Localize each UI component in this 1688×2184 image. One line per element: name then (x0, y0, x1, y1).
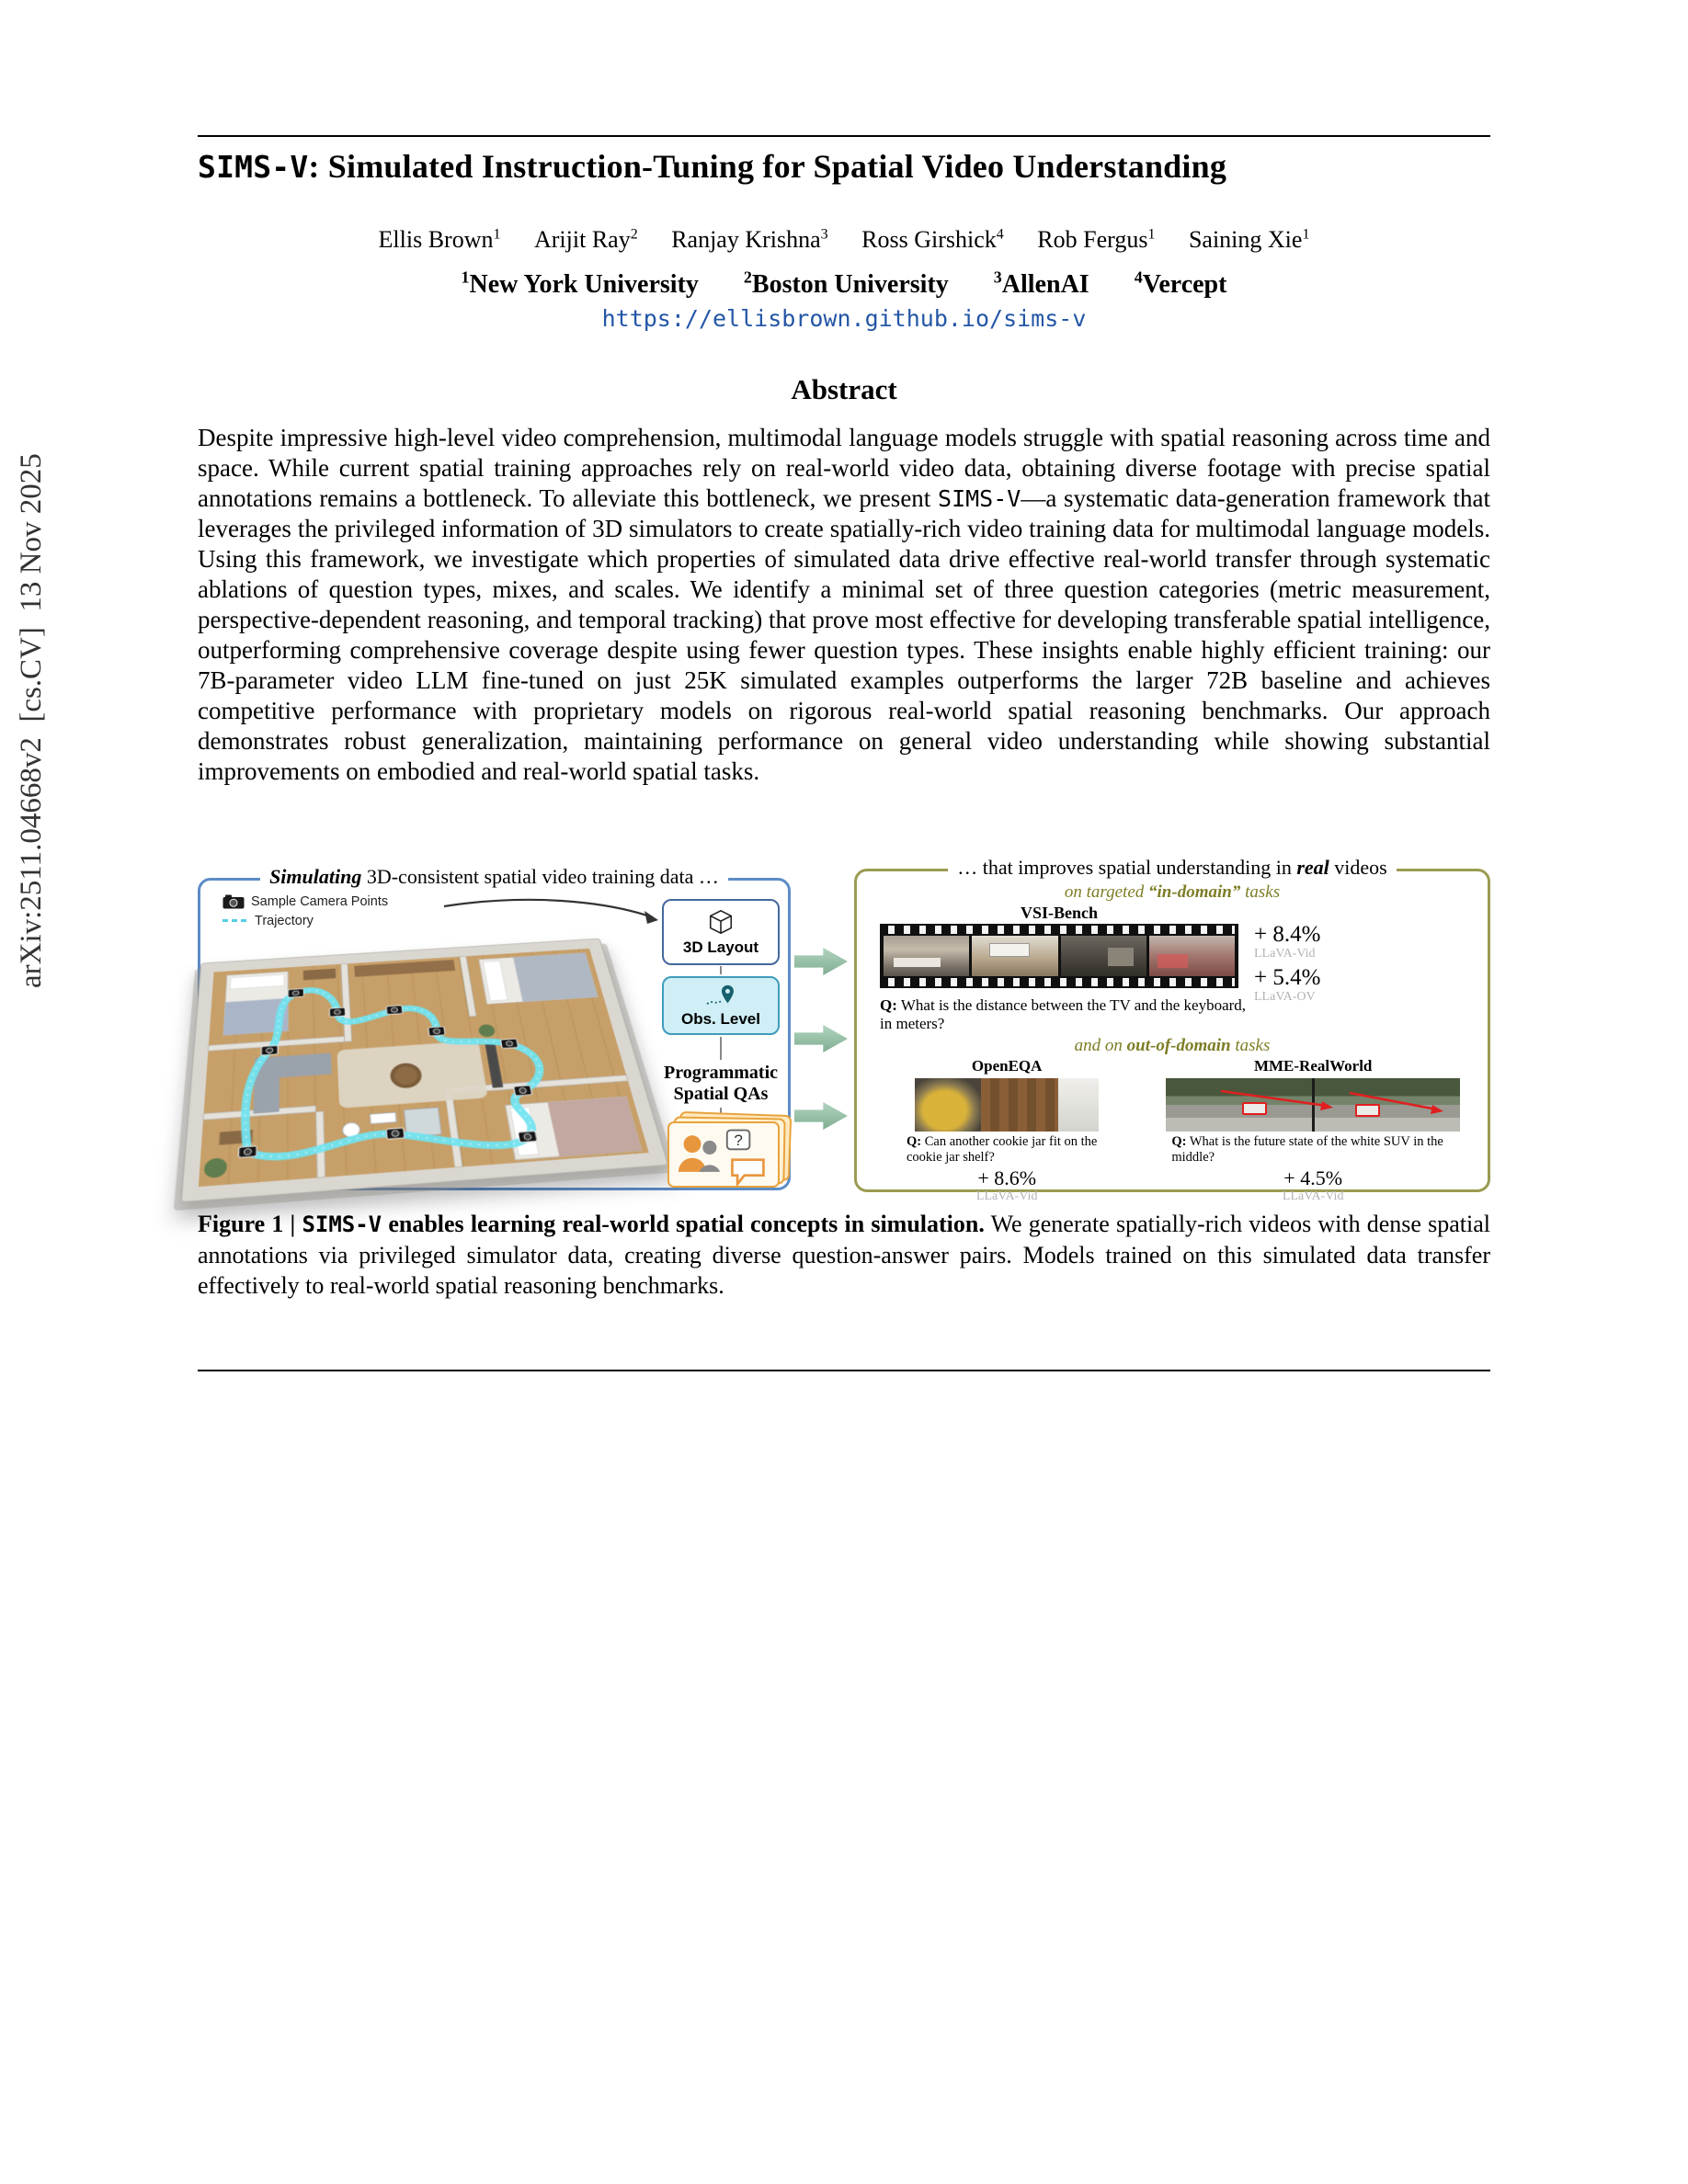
abstract-heading: Abstract (791, 373, 897, 405)
title-rest: : Simulated Instruction-Tuning for Spatial Video Understanding (308, 148, 1227, 185)
abstract-text: Despite impressive high-level video comprehension, multimodal language models struggle with spatial reasoning across time and space. While current spatial training approaches rely on real-world video data, obtaining diverse footage with precise spatial annotations remains a bottleneck. To alleviate this bottleneck, we present SIMS-V—a systematic data-generation framework that leverages the privileged information of 3D simulators to create spatially-rich video training data for multimodal language models. Using this framework, we investigate which properties of simulated data drive effective real-world transfer through systematic ablations of question types, mixes, and scales. We identify a minimal set of three question categories (metric measurement, perspective-dependent reasoning, and temporal tracking) that prove most effective for developing transferable spatial intelligence, outperforming comprehensive coverage despite using fewer question types. These insights enable highly efficient training: our 7B-parameter video LLM fine-tuned on just 25K simulated examples outperforms the larger 72B baseline and achieves competitive performance with proprietary models on rigorous real-world spatial reasoning benchmarks. Our approach demonstrates robust generalization, maintaining performance on general video understanding while showing substantial improvements on embodied and real-world spatial tasks. (198, 424, 1490, 785)
question-text-openeqa: Q: Can another cookie jar fit on the cookie jar shelf? (907, 1134, 1098, 1165)
floorplan-image (204, 923, 629, 1188)
gain-model: LLaVA-Vid (1282, 1189, 1344, 1203)
project-url-link[interactable]: https://ellisbrown.github.io/sims-v (601, 305, 1087, 332)
question-text-mme: Q: What is the future state of the white SUV in the middle? (1171, 1134, 1443, 1165)
vsi-bench-filmstrip-image (880, 924, 1238, 988)
author: Arijit Ray$^2$ (533, 226, 638, 253)
camera-icon (222, 894, 245, 909)
trajectory-line-icon (222, 919, 246, 922)
svg-text:?: ? (734, 1131, 743, 1149)
gain-value: + 4.5% (1283, 1166, 1343, 1189)
results-panel-title: … that improves spatial understanding in real videos (857, 856, 1488, 880)
header-rule (198, 135, 1490, 137)
author: Ellis Brown$^1$ (378, 226, 501, 253)
author: Rob Fergus$^1$ (1037, 226, 1156, 253)
annotated-suv-box (1242, 1102, 1267, 1115)
flow-arrow-icon (794, 1102, 848, 1130)
gain-model: LLaVA-Vid (1254, 947, 1316, 961)
sims-v-inline: SIMS-V (938, 485, 1021, 512)
mme-realworld-label: MME-RealWorld (1253, 1057, 1373, 1075)
simulation-panel-title: Simulating 3D-consistent spatial video training data … (200, 865, 788, 889)
affiliation: $^4$Vercept (1134, 268, 1227, 300)
film-frame (884, 936, 969, 976)
legend-camera-label: Sample Camera Points (251, 893, 389, 909)
figure-1 (198, 856, 1490, 1203)
in-domain-label: on targeted “in-domain” tasks (1064, 882, 1281, 902)
qa-cards-icon (667, 1121, 780, 1188)
3d-layout-box (662, 899, 780, 965)
programmatic-qas-label: Programmatic Spatial QAs (663, 1063, 779, 1104)
gain-value: + 5.4% (1254, 965, 1321, 990)
author: Saining Xie$^1$ (1188, 226, 1310, 253)
film-holes (884, 926, 1235, 934)
cube-icon (707, 908, 735, 936)
affiliation: $^3$AllenAI (993, 268, 1089, 300)
affiliation: $^1$New York University (461, 268, 699, 300)
obs-level-label: Obs. Level (681, 1009, 760, 1028)
gain-model: LLaVA-OV (1254, 990, 1316, 1004)
gain-value: + 8.6% (977, 1166, 1037, 1189)
flow-arrow-icon (794, 948, 848, 975)
mme-column (1147, 1058, 1478, 1203)
affiliation-list (198, 268, 1490, 300)
vsi-gains (1254, 922, 1320, 1008)
flow-arrow-icon (794, 1025, 848, 1052)
author-list (198, 226, 1490, 254)
out-of-domain-label: and on out-of-domain tasks (1074, 1036, 1271, 1055)
film-frame (1061, 936, 1146, 976)
3d-layout-label: 3D Layout (682, 938, 759, 956)
gain-model: LLaVA-Vid (975, 1189, 1038, 1203)
simulation-panel (198, 865, 791, 1190)
openeqa-column (866, 1058, 1147, 1203)
location-pin-icon (702, 984, 739, 1007)
gain-value: + 8.4% (1254, 922, 1321, 947)
title-code: SIMS-V (198, 149, 309, 185)
sims-v-inline: SIMS-V (302, 1211, 382, 1237)
project-url-row (198, 305, 1490, 332)
author: Ross Girshick$^4$ (861, 226, 1004, 253)
obs-level-box (662, 976, 780, 1035)
mme-realworld-sample-image (1166, 1078, 1460, 1132)
film-frame (1149, 936, 1235, 976)
film-holes (884, 978, 1235, 986)
author: Ranjay Krishna$^3$ (671, 226, 828, 253)
figure-caption: Figure 1 | SIMS-V enables learning real-world spatial concepts in simulation. We generate spatially-rich videos with dense spatial annotations via privileged simulator data, creating diverse question-answer pairs. Models trained on this simulated data transfer effectively to real-world spatial reasoning benchmarks. (198, 1211, 1490, 1299)
openeqa-label: OpenEQA (971, 1057, 1043, 1075)
affiliation: $^2$Boston University (743, 268, 949, 300)
legend-trajectory-label: Trajectory (255, 913, 314, 928)
film-frame (972, 936, 1057, 976)
footer-rule (198, 1370, 1490, 1371)
annotated-suv-box (1355, 1104, 1380, 1117)
openeqa-sample-image (915, 1078, 1099, 1132)
paper-title (198, 147, 1490, 186)
question-text-vsi: Q: What is the distance between the TV and the keyboard, in meters? (880, 996, 1247, 1032)
arxiv-stamp: arXiv:2511.04668v2 [cs.CV] 13 Nov 2025 (15, 453, 48, 988)
vsi-bench-label: VSI-Bench (1020, 904, 1098, 922)
results-panel (854, 856, 1490, 1203)
